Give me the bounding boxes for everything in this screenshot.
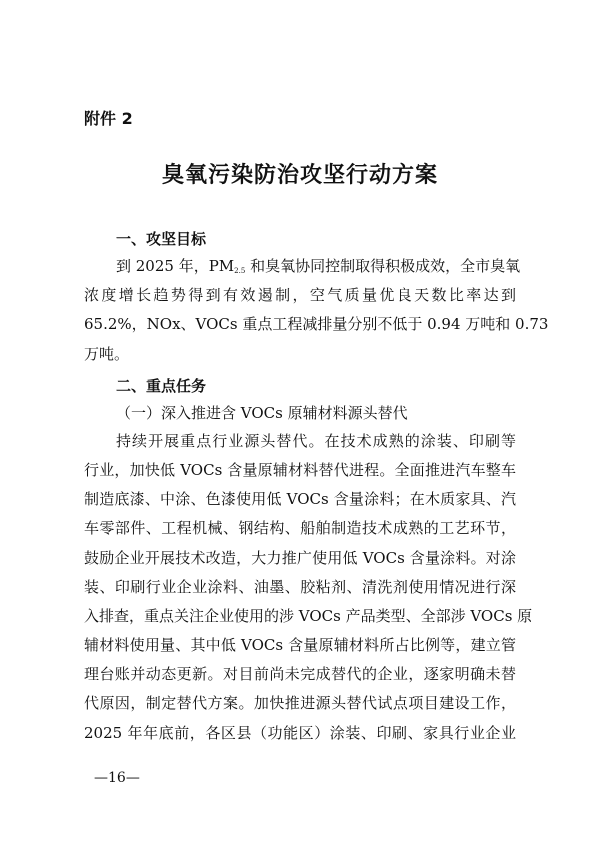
paragraph-line: 车零部件、工程机械、钢结构、船舶制造技术成熟的工艺环节，: [84, 519, 516, 538]
section-heading-tasks: 二、重点任务: [116, 376, 207, 395]
subscript: 2.5: [234, 267, 246, 275]
paragraph-line: 万吨。: [84, 344, 130, 363]
paragraph-line: 行业，加快低 VOCs 含量原辅材料替代进程。全面推进汽车整车: [84, 460, 516, 479]
document-title: 臭氧污染防治攻坚行动方案: [161, 162, 438, 188]
paragraph-line: 浓度增长趋势得到有效遏制，空气质量优良天数比率达到: [84, 286, 516, 305]
attachment-label: 附件 2: [84, 109, 133, 128]
paragraph-line: 装、印刷行业企业涂料、油墨、胶粘剂、清洗剂使用情况进行深: [84, 577, 516, 596]
paragraph-line: 鼓励企业开展技术改造，大力推广使用低 VOCs 含量涂料。对涂: [84, 548, 516, 567]
page-number: —16—: [94, 770, 140, 786]
paragraph-line: 入排查，重点关注企业使用的涉 VOCs 产品类型、全部涉 VOCs 原: [84, 606, 533, 625]
paragraph-line: 制造底漆、中涂、色漆使用低 VOCs 含量涂料；在木质家具、汽: [84, 490, 516, 509]
paragraph-line: 辅材料使用量、其中低 VOCs 含量原辅材料所占比例等，建立管: [84, 636, 516, 655]
paragraph-line: 代原因，制定替代方案。加快推进源头替代试点项目建设工作，: [84, 694, 516, 713]
paragraph-line: 到 2025 年，$PM_{2.5}$ 和臭氧协同控制取得积极成效，全市臭氧: [116, 257, 521, 275]
paragraph-line: 65.2%，NOx、VOCs 重点工程减排量分别不低于 0.94 万吨和 0.73: [84, 315, 549, 334]
subsection-heading: （一）深入推进含 VOCs 原辅材料源头替代: [116, 403, 408, 422]
paragraph-line: 理台账并动态更新。对目前尚未完成替代的企业，逐家明确未替: [84, 665, 516, 684]
document-body: [84, 226, 549, 748]
paragraph-line: 持续开展重点行业源头替代。在技术成熟的涂装、印刷等: [116, 431, 516, 450]
paragraph-line: 2025 年年底前，各区县（功能区）涂装、印刷、家具行业企业: [84, 723, 516, 742]
section-heading-goals: 一、攻坚目标: [116, 230, 207, 248]
